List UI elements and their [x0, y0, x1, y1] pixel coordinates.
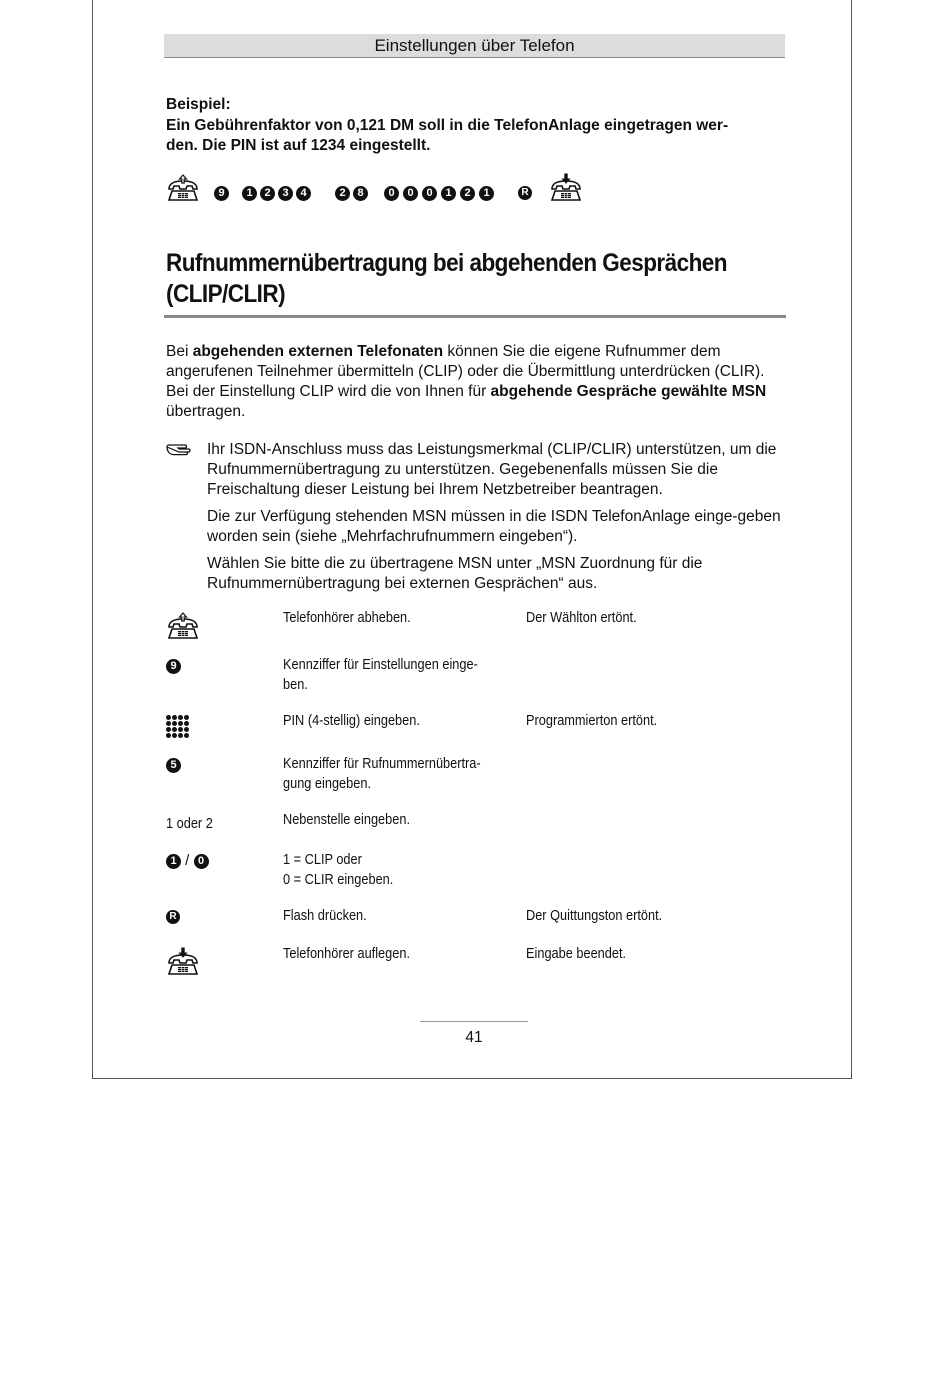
footer-rule — [420, 1021, 528, 1022]
note-select-msn: Wählen Sie bitte die zu übertragene MSN unter „MSN Zuordnung für die Rufnummernübertragung bei externen Gesprächen“ aus. — [207, 555, 703, 592]
key-1: 1 — [441, 186, 456, 201]
key-8: 8 — [353, 186, 368, 201]
key-0: 0 — [422, 186, 437, 201]
key-2: 2 — [335, 186, 350, 201]
intro-bold-1: abgehenden externen Telefonaten — [192, 343, 444, 360]
intro-text-3: übertragen. — [166, 403, 246, 420]
example-label: Beispiel: — [166, 96, 231, 113]
step-result — [526, 711, 776, 731]
section-title-line-1: Rufnummernübertragung bei abgehenden Gesprächen — [166, 249, 727, 277]
keypad-icon — [166, 715, 190, 737]
step-text — [283, 711, 513, 731]
step-3-text: PIN (4-stellig) eingeben. — [283, 713, 420, 729]
step-1-result: Der Wählton ertönt. — [526, 610, 637, 626]
extension-label — [166, 814, 219, 834]
step-result — [526, 944, 776, 964]
intro-paragraph — [166, 342, 784, 422]
step-text — [283, 906, 513, 926]
key-4: 4 — [296, 186, 311, 201]
intro-text-2: können Sie die eigene Rufnummer dem angerufenen Teilnehmer übermitteln (CLIP) oder die Übermittlung unterdrücken (CLIR). Bei der Einstellung CLIP wird die von Ihnen für — [166, 343, 765, 400]
key-2: 2 — [460, 186, 475, 201]
step-7-result: Der Quittungston ertönt. — [526, 908, 663, 924]
key-1: 1 — [479, 186, 494, 201]
step-text — [283, 944, 513, 964]
step-text — [283, 754, 513, 794]
key-sequence — [166, 172, 786, 208]
example-line-2: den. Die PIN ist auf 1234 eingestellt. — [166, 137, 431, 154]
key-2: 2 — [260, 186, 275, 201]
key-0: 0 — [403, 186, 418, 201]
clip-clir-keys — [166, 852, 209, 869]
step-text — [283, 810, 513, 830]
step-4-text-2: gung eingeben. — [283, 776, 371, 792]
key-0: 0 — [384, 186, 399, 201]
step-3-result: Programmierton ertönt. — [526, 713, 658, 729]
step-result — [526, 906, 776, 926]
handset-off-hook-icon — [166, 610, 200, 640]
step-4-text: Kennziffer für Rufnummernübertra- — [283, 756, 481, 772]
key-3: 3 — [278, 186, 293, 201]
step-1-text: Telefonhörer abheben. — [283, 610, 411, 626]
step-text — [283, 608, 513, 628]
key-5: 5 — [166, 758, 181, 773]
intro-bold-2: abgehende Gespräche gewählte MSN — [490, 383, 767, 400]
key-1: 1 — [166, 854, 181, 869]
step-5-text: Nebenstelle eingeben. — [283, 812, 410, 828]
handset-off-hook-icon — [166, 172, 200, 202]
example-block — [166, 95, 786, 157]
step-5-label: 1 oder 2 — [166, 816, 213, 832]
title-rule — [164, 315, 786, 318]
note-msn: Die zur Verfügung stehenden MSN müssen in die ISDN TelefonAnlage einge-geben worden sein (siehe „Mehrfachrufnummern eingeben“). — [207, 508, 781, 545]
step-7-text: Flash drücken. — [283, 908, 367, 924]
note-isdn: Ihr ISDN-Anschluss muss das Leistungsmerkmal (CLIP/CLIR) unterstützen, um die Rufnummernübertragung zu unterstützen. Gegebenenfalls müssen Sie die Freischaltung dieser Leistung bei Ihrem Netzbetreiber beantragen. — [207, 441, 777, 498]
step-2-text-2: ben. — [283, 677, 308, 693]
key-r: R — [518, 186, 532, 200]
section-title — [166, 248, 727, 310]
key-9: 9 — [214, 186, 229, 201]
step-8-text: Telefonhörer auflegen. — [283, 946, 410, 962]
key-9: 9 — [166, 659, 181, 674]
key-separator: / — [185, 852, 190, 869]
handset-on-hook-icon — [166, 946, 200, 976]
key-0: 0 — [194, 854, 209, 869]
section-title-line-2: (CLIP/CLIR) — [166, 280, 286, 308]
step-2-text: Kennziffer für Einstellungen einge- — [283, 657, 478, 673]
key-1: 1 — [242, 186, 257, 201]
step-result — [526, 608, 776, 628]
step-8-result: Eingabe beendet. — [526, 946, 627, 962]
handset-on-hook-icon — [549, 172, 583, 202]
intro-text-1: Bei — [166, 343, 193, 360]
step-6-text: 1 = CLIP oder — [283, 852, 362, 868]
pointing-hand-icon — [166, 441, 194, 457]
step-text — [283, 850, 513, 890]
example-line-1: Ein Gebührenfaktor von 0,121 DM soll in die TelefonAnlage eingetragen wer- — [166, 116, 729, 134]
key-r: R — [166, 910, 180, 924]
step-6-text-2: 0 = CLIR eingeben. — [283, 872, 394, 888]
step-text — [283, 655, 513, 695]
running-header: Einstellungen über Telefon — [164, 34, 785, 58]
page-number: 41 — [465, 1029, 483, 1046]
